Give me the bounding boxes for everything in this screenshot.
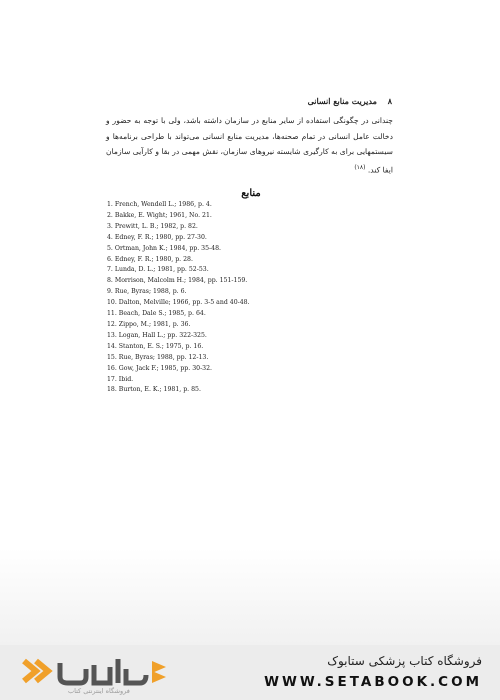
reference-item: 17. Ibid. (107, 375, 134, 383)
reference-item: 5. Ortman, John K.; 1984, pp. 35-48. (107, 244, 221, 252)
store-footer-banner (0, 645, 500, 700)
running-header (308, 96, 392, 106)
reference-item: 1. French, Wendell L.; 1986, p. 4. (107, 201, 212, 208)
reference-item: 16. Gow, Jack F.; 1985, pp. 30-32. (107, 364, 213, 372)
chapter-title: مدیریت منابع انسانی (307, 96, 377, 106)
references-heading: منابع (241, 188, 261, 199)
reference-item: 13. Logan, Hall L.; pp. 322-325. (107, 331, 207, 339)
paragraph-text: چندانی در چگونگی استفاده از سایر منابع در سازمان داشته باشد، ولی با توجه به حضور و دخالت عامل انسانی در تمام صحنه‌ها، مدیریت منابع انسانی می‌تواند با طراحی برنامه‌ها و سیستمهایی برای به کارگیری شایسته نیروهای سازمان، نقش مهمی در بقا و کارآیی سازمان ایفا کند. (106, 116, 393, 175)
reference-item: 14. Stanton, E. S.; 1975, p. 16. (107, 342, 204, 350)
reference-item: 3. Prewitt, L. B.; 1982, p. 82. (107, 222, 198, 230)
setabook-logo[interactable] (20, 653, 170, 697)
reference-item: 15. Rue, Byras; 1988, pp. 12-13. (107, 353, 209, 361)
reference-item: 11. Beach, Dale S.; 1985, p. 64. (107, 310, 206, 318)
body-paragraph (106, 113, 393, 178)
reference-item: 18. Burton, E. K.; 1981, p. 85. (107, 386, 201, 394)
logo-mark-icon (20, 653, 170, 689)
references-list (107, 200, 250, 396)
logo-tagline: فروشگاه اینترنتی کتاب (68, 687, 130, 695)
reference-item: 6. Edney, F. R.; 1980, p. 28. (107, 255, 193, 263)
page-number: ۸ (387, 96, 392, 106)
reference-item: 12. Zippo, M.; 1981, p. 36. (107, 320, 191, 328)
reference-item: 10. Dalton, Melville; 1966, pp. 3-5 and 40-48. (107, 299, 250, 307)
reference-item: 9. Rue, Byras; 1988, p. 6. (107, 288, 187, 296)
reference-item: 4. Edney, F. R.; 1980, pp. 27-30. (107, 233, 207, 241)
reference-item: 7. Lunda, D. L.; 1981, pp. 52-53. (107, 266, 209, 274)
store-title: فروشگاه کتاب پزشکی ستابوک (327, 654, 482, 668)
reference-item: 2. Bakke, E. Wight; 1961, No. 21. (107, 211, 212, 219)
store-url-link[interactable]: WWW.SETABOOK.COM (264, 674, 482, 690)
footnote-marker: (۱۸) (354, 163, 366, 171)
reference-item: 8. Morrison, Malcolm H.; 1984, pp. 151-159. (107, 277, 248, 285)
